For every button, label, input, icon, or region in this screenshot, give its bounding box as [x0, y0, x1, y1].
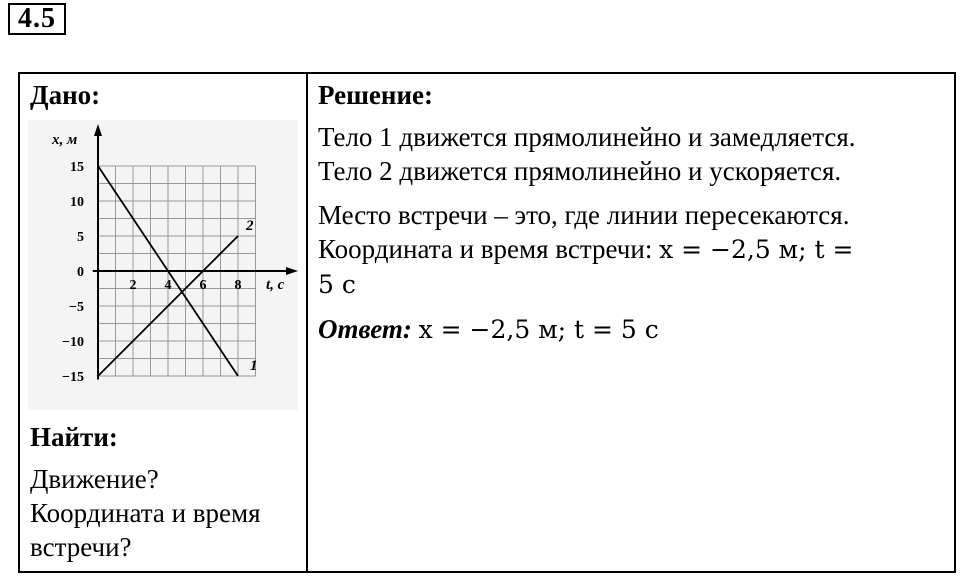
y-tick-label: −10	[62, 335, 84, 350]
solution-line-5: 5 с	[318, 270, 356, 299]
problem-number: 4.5	[8, 3, 66, 35]
x-tick-label: 6	[199, 278, 207, 293]
y-tick-label: −5	[69, 300, 84, 315]
find-line-3: встречи?	[30, 532, 132, 562]
position-time-graph	[28, 120, 298, 410]
y-tick-label: 5	[77, 230, 84, 245]
find-text	[30, 462, 261, 564]
x-tick-label: 4	[164, 278, 172, 293]
x-axis-label: t, с	[266, 277, 285, 293]
y-axis-label: x, м	[52, 132, 78, 148]
find-heading: Найти:	[30, 422, 118, 452]
meeting-text: Координата и время встречи:	[318, 234, 660, 264]
given-column	[20, 74, 306, 571]
solution-table	[18, 72, 956, 573]
line-1-label: 1	[250, 358, 258, 374]
y-tick-label: −15	[62, 370, 84, 385]
x-tick-label: 2	[129, 278, 137, 293]
answer-math: x = −2,5 м; t = 5 с	[418, 315, 659, 344]
x-tick-label: 8	[234, 278, 242, 293]
given-heading: Дано:	[30, 80, 101, 110]
solution-column	[308, 74, 954, 571]
solution-line-1: Тело 1 движется прямолинейно и замедляется.	[318, 122, 856, 152]
solution-heading: Решение:	[318, 80, 433, 110]
solution-line-4	[318, 234, 853, 265]
solution-line-2: Тело 2 движется прямолинейно и ускоряется.	[318, 156, 842, 186]
answer-label: Ответ:	[318, 314, 412, 344]
y-tick-label: 10	[70, 195, 84, 210]
find-line-1: Движение?	[30, 464, 159, 494]
answer-line	[318, 314, 659, 345]
meeting-math: x = −2,5 м; t =	[659, 235, 854, 264]
y-tick-label: 15	[70, 160, 84, 175]
solution-line-3: Место встречи – это, где линии пересекаются.	[318, 200, 850, 230]
line-2-label: 2	[246, 218, 254, 234]
find-line-2: Координата и время	[30, 498, 261, 528]
y-tick-label: 0	[77, 265, 84, 280]
